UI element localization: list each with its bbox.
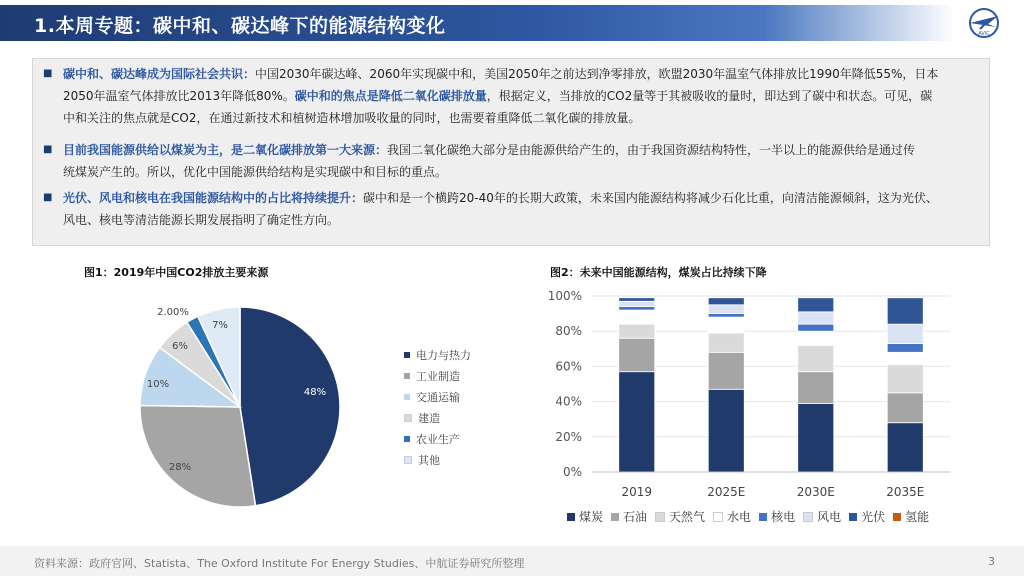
legend-swatch (803, 512, 813, 522)
legend-label: 核电 (771, 510, 796, 524)
avic-logo-icon (966, 7, 1002, 39)
bullet-line (63, 187, 993, 209)
legend-item (404, 428, 471, 449)
bar-segment (798, 345, 834, 371)
bar-segment (619, 338, 655, 371)
legend-item (404, 407, 471, 428)
bar-segment (619, 307, 655, 311)
legend-item (404, 344, 471, 365)
source-note: 资料来源：政府官网、Statista、The Oxford Institute For Energy Studies、中航证券研究所整理 (34, 557, 525, 570)
body-text: 碳中和是一个横跨20-40年的长期大政策，未来国内能源结构将减少石化比重，向清洁能源倾斜，这为光伏、 (363, 191, 938, 205)
bar-segment (708, 317, 744, 333)
bar-segment (619, 372, 655, 472)
legend-swatch (611, 513, 619, 521)
bar-segment (887, 344, 923, 353)
bullet-text (63, 187, 993, 231)
bullet-line (63, 63, 993, 85)
bar-segment (798, 298, 834, 312)
bullet-line (63, 107, 993, 129)
body-text: 我国二氧化碳绝大部分是由能源供给产生的，由于我国资源结构特性，一半以上的能源供给是通过传 (387, 143, 916, 157)
pie-legend (404, 344, 471, 470)
pie-slice (240, 307, 340, 506)
page-number: 3 (988, 555, 995, 568)
bar-chart-title: 图2：未来中国能源结构，煤炭占比持续下降 (550, 266, 767, 279)
summary-box (32, 58, 990, 246)
y-tick-label: 80% (555, 324, 582, 339)
pie-chart-title: 图1：2019年中国CO2排放主要来源 (84, 266, 269, 279)
bullet-square-icon: ■ (43, 192, 53, 203)
bar-segment (798, 372, 834, 404)
highlight-text: 碳中和、碳达峰成为国际社会共识： (63, 67, 256, 81)
legend-swatch (713, 512, 723, 522)
bar-segment (619, 324, 655, 338)
legend-swatch (655, 512, 665, 522)
bar-segment (708, 305, 744, 314)
legend-label: 煤炭 (579, 510, 604, 524)
pie-slice (140, 405, 255, 507)
legend-item (655, 508, 705, 525)
x-tick-label: 2030E (796, 485, 835, 499)
x-tick-label: 2035E (886, 485, 925, 499)
y-tick-label: 40% (555, 394, 582, 409)
body-text: 风电、核电等清洁能源长期发展指明了确定性方向。 (63, 213, 340, 227)
bullet-text (63, 63, 993, 129)
legend-swatch (404, 414, 412, 422)
body-text: ，根据定义，当排放的CO2量等于其被吸收的量时，即达到了碳中和状态。可见，碳 (486, 89, 933, 103)
legend-swatch (893, 513, 901, 521)
bar-segment (798, 312, 834, 324)
page-title: 1.本周专题：碳中和、碳达峰下的能源结构变化 (34, 15, 446, 37)
legend-item (611, 508, 647, 525)
bar-segment (708, 389, 744, 472)
pie-data-label: 6% (172, 341, 188, 352)
legend-swatch (404, 352, 410, 358)
legend-swatch (404, 394, 410, 400)
legend-item (849, 508, 885, 525)
body-text: 统煤炭产生的。所以，优化中国能源供给结构是实现碳中和目标的重点。 (63, 165, 448, 179)
legend-label: 风电 (817, 510, 842, 524)
legend-label: 水电 (727, 510, 752, 524)
body-text: 2050年温室气体排放比2013年降低80%。 (63, 89, 295, 103)
bullet-square-icon: ■ (43, 144, 53, 155)
bar-segment (887, 298, 923, 324)
bullet-square-icon: ■ (43, 68, 53, 79)
y-tick-label: 20% (555, 429, 582, 444)
x-tick-label: 2019 (621, 485, 653, 499)
x-tick-label: 2025E (707, 485, 746, 499)
legend-swatch (404, 456, 412, 464)
legend-item (713, 508, 751, 525)
bar-segment (798, 324, 834, 331)
legend-label: 石油 (623, 510, 648, 524)
bar-segment (708, 352, 744, 389)
highlight-text: 目前我国能源供给以煤炭为主，是二氧化碳排放第一大来源： (63, 143, 388, 157)
bullet-line (63, 161, 993, 183)
pie-data-label: 7% (212, 320, 228, 331)
legend-label: 天然气 (669, 510, 706, 524)
bar-segment (887, 365, 923, 393)
header (0, 0, 1024, 44)
legend-item (803, 508, 841, 525)
legend-label: 氢能 (905, 510, 930, 524)
bar-segment (798, 331, 834, 345)
bar-segment (708, 333, 744, 352)
highlight-text: 碳中和的焦点是降低二氧化碳排放量 (294, 89, 487, 103)
bar-segment (887, 423, 923, 472)
title-bar (0, 5, 955, 41)
pie-data-label: 28% (168, 462, 192, 473)
bar-segment (887, 324, 923, 343)
bar-legend (567, 508, 937, 525)
pie-data-label: 10% (146, 379, 170, 390)
bar-segment (887, 393, 923, 423)
footer (0, 546, 1024, 576)
legend-swatch (567, 513, 575, 521)
legend-item (893, 508, 929, 525)
legend-label: 其他 (418, 453, 440, 467)
bar-segment (619, 301, 655, 306)
bar-segment (708, 298, 744, 305)
legend-item (759, 508, 795, 525)
legend-swatch (759, 513, 767, 521)
bullet-line (63, 85, 993, 107)
bar-segment (887, 352, 923, 364)
legend-item (404, 449, 471, 470)
legend-item (404, 386, 471, 407)
legend-swatch (849, 513, 857, 521)
pie-data-label: 48% (303, 387, 327, 398)
bar-segment (798, 403, 834, 472)
legend-label: 建造 (418, 411, 440, 425)
pie-data-label: 2.00% (157, 307, 189, 318)
body-text: 中和关注的焦点就是CO2，在通过新技术和植树造林增加吸收量的同时，也需要着重降低二氧化碳的排放量。 (63, 111, 641, 125)
bar-segment (708, 314, 744, 318)
y-tick-label: 0% (562, 465, 582, 479)
body-text: 中国2030年碳达峰、2060年实现碳中和，美国2050年之前达到净零排放，欧盟2030年温室气体排放比1990年降低55%，日本 (255, 67, 939, 81)
legend-item (567, 508, 603, 525)
bullet-line (63, 139, 993, 161)
stacked-bar-chart (540, 282, 960, 502)
bar-segment (619, 298, 655, 302)
logo-text: AVIC (978, 31, 990, 37)
legend-label: 电力与热力 (416, 348, 471, 362)
legend-swatch (404, 373, 410, 379)
highlight-text: 光伏、风电和核电在我国能源结构中的占比将持续提升： (63, 191, 364, 205)
pie-chart (120, 290, 380, 530)
legend-swatch (404, 436, 410, 442)
legend-item (404, 365, 471, 386)
legend-label: 农业生产 (416, 432, 460, 446)
legend-label: 光伏 (861, 510, 886, 524)
y-tick-label: 100% (547, 289, 582, 303)
legend-label: 交通运输 (416, 390, 460, 404)
bullet-line (63, 209, 993, 231)
bar-segment (619, 310, 655, 324)
legend-label: 工业制造 (416, 369, 460, 383)
y-tick-label: 60% (555, 359, 582, 374)
bullet-text (63, 139, 993, 183)
